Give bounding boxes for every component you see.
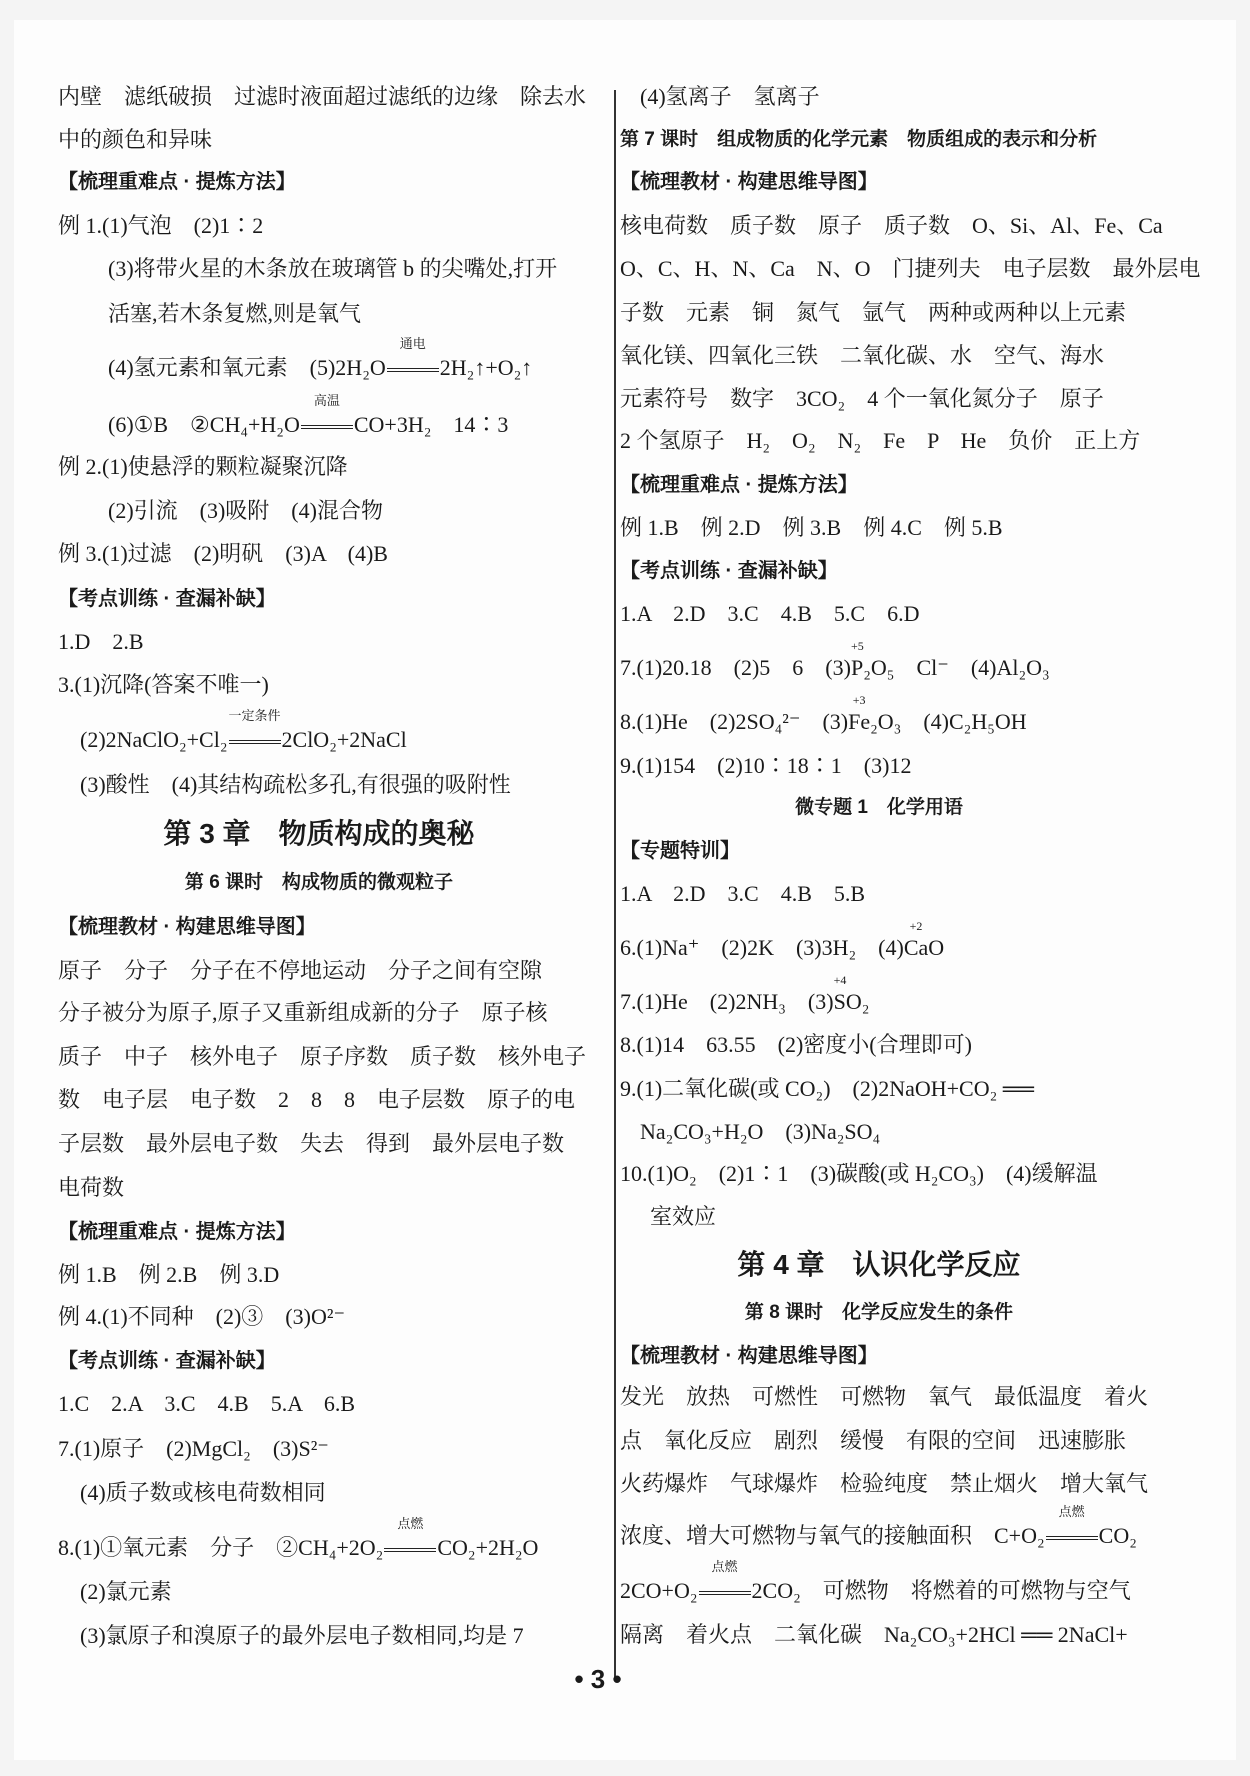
- answer-line: [58, 1303, 345, 1331]
- answer-line: [58, 1390, 355, 1418]
- answer-line: [58, 628, 144, 656]
- reaction-condition: 一定条件: [228, 708, 281, 723]
- reaction-equals-sign: [699, 1559, 751, 1605]
- text-run: 例 1.B 例 2.D 例 3.B 例 4.C 例 5.B: [620, 515, 1003, 540]
- text-run: 原子 分子 分子在不停地运动 分子之间有空隙: [58, 958, 543, 983]
- answer-line: [80, 708, 407, 754]
- answer-line: [58, 1043, 586, 1071]
- answer-line: [58, 540, 388, 568]
- answer-line: [58, 83, 586, 111]
- text-run: 2CO₂ 可燃物 将燃着的可燃物与空气: [751, 1578, 1131, 1603]
- answer-line: [58, 1086, 575, 1114]
- text-run: (4)氢元素和氧元素 (5)2H₂O: [108, 355, 386, 380]
- header-title: [58, 168, 296, 196]
- text-run: 第 6 课时 构成物质的微观粒子: [184, 872, 454, 893]
- answer-line: [58, 999, 548, 1027]
- reaction-condition: 通电: [399, 336, 426, 351]
- text-run: 内壁 滤纸破损 过滤时液面超过滤纸的边缘 除去水: [58, 84, 587, 109]
- text-run: 【梳理重难点 · 提炼方法】: [58, 171, 296, 193]
- element-symbol: S: [833, 989, 846, 1014]
- text-run: CO₂: [1098, 1523, 1137, 1548]
- text-run: 2ClO₂+2NaCl: [281, 727, 407, 752]
- text-run: 2H₂↑+O₂↑: [439, 355, 533, 380]
- text-run: 隔离 着火点 二氧化碳 Na₂CO₃+2HCl ══ 2NaCl+: [620, 1622, 1128, 1647]
- text-run: (2)氯元素: [80, 1579, 172, 1604]
- valence-label: +5: [850, 639, 864, 653]
- answer-line: [620, 1383, 1148, 1411]
- lesson-title: [185, 869, 453, 897]
- answer-line: [620, 1075, 1034, 1103]
- answer-line: [620, 299, 1126, 327]
- answer-line: [58, 126, 212, 154]
- answer-line: [620, 600, 919, 628]
- text-run: 子数 元素 铜 氮气 氩气 两种或两种以上元素: [620, 300, 1127, 325]
- text-run: 点 氧化反应 剧烈 缓慢 有限的空间 迅速膨胀: [620, 1428, 1127, 1453]
- text-run: ₂O₅ Cl⁻ (4)Al₂O₃: [863, 655, 1050, 680]
- text-run: (3)将带火星的木条放在玻璃管 b 的尖嘴处,打开: [108, 256, 558, 281]
- answer-line: [58, 671, 269, 699]
- answer-line: [58, 212, 263, 240]
- text-run: (4)质子数或核电荷数相同: [80, 1480, 326, 1505]
- header-title: [58, 585, 276, 613]
- valence-marked-element: [903, 919, 929, 962]
- text-run: 2CO+O₂: [620, 1578, 698, 1603]
- valence-marked-element: [833, 973, 847, 1016]
- text-run: 8.(1)①氧元素 分子 ②CH₄+2O₂: [58, 1535, 384, 1560]
- text-run: 例 2.(1)使悬浮的颗粒凝聚沉降: [58, 454, 348, 479]
- answer-line: [108, 336, 533, 382]
- text-run: O: [928, 935, 945, 960]
- text-run: (6)①B ②CH₄+H₂O: [108, 412, 300, 437]
- text-run: 【专题特训】: [620, 840, 740, 862]
- answer-line: [620, 752, 911, 780]
- reaction-equals-sign: [301, 393, 353, 439]
- reaction-condition: 高温: [313, 393, 340, 408]
- text-run: 微专题 1 化学用语: [795, 797, 963, 818]
- document-page: [14, 20, 1236, 1760]
- answer-line: [620, 693, 1027, 736]
- text-run: 火药爆炸 气球爆炸 检验纯度 禁止烟火 增大氧气: [620, 1471, 1149, 1496]
- text-run: 6.(1)Na⁺ (2)2K (3)3H₂ (4): [620, 935, 904, 960]
- text-run: 1.A 2.D 3.C 4.B 5.C 6.D: [620, 601, 920, 626]
- text-run: 室效应: [650, 1204, 717, 1229]
- answer-line: [58, 1174, 124, 1202]
- column-divider: [614, 90, 616, 1680]
- header-title: [620, 1342, 878, 1370]
- text-run: 1.D 2.B: [58, 629, 144, 654]
- answer-line: [640, 1118, 880, 1146]
- valence-label: +3: [852, 693, 866, 707]
- text-run: 发光 放热 可燃性 可燃物 氧气 最低温度 着火: [620, 1384, 1149, 1409]
- text-run: 10.(1)O₂ (2)1∶1 (3)碳酸(或 H₂CO₃) (4)缓解温: [620, 1161, 1098, 1186]
- answer-line: [620, 255, 1201, 283]
- answer-line: [620, 1470, 1148, 1498]
- answer-line: [650, 1203, 716, 1231]
- header-title: [620, 168, 878, 196]
- valence-marked-element: [848, 693, 871, 736]
- text-run: 8.(1)He (2)2SO₄²⁻ (3): [620, 709, 849, 734]
- header-title: [620, 471, 858, 499]
- text-run: 质子 中子 核外电子 原子序数 质子数 核外电子: [58, 1044, 587, 1069]
- page-number: • 3 •: [574, 1664, 622, 1694]
- text-run: CO₂+2H₂O: [437, 1535, 539, 1560]
- text-run: 【梳理教材 · 构建思维导图】: [620, 171, 878, 193]
- text-run: 7.(1)He (2)2NH₃ (3): [620, 989, 834, 1014]
- answer-line: [108, 497, 383, 525]
- text-run: 分子被分为原子,原子又重新组成新的分子 原子核: [58, 1000, 548, 1025]
- text-run: 例 1.B 例 2.B 例 3.D: [58, 1262, 280, 1287]
- header-title: [58, 1347, 276, 1375]
- reaction-equals-sign: [384, 1516, 436, 1562]
- text-run: 【考点训练 · 查漏补缺】: [620, 560, 838, 582]
- reaction-condition: 点燃: [1058, 1504, 1085, 1519]
- text-run: 元素符号 数字 3CO₂ 4 个一氧化氮分子 原子: [620, 386, 1104, 411]
- answer-line: [58, 957, 542, 985]
- answer-line: [80, 1622, 524, 1650]
- text-run: 子层数 最外层电子数 失去 得到 最外层电子数: [58, 1131, 565, 1156]
- valence-label: +2: [909, 919, 923, 933]
- text-run: (3)酸性 (4)其结构疏松多孔,有很强的吸附性: [80, 772, 511, 797]
- element-symbol: Fe: [848, 709, 871, 734]
- text-run: O₂: [845, 989, 870, 1014]
- lesson-title: [795, 794, 963, 822]
- answer-line: [620, 919, 945, 962]
- answer-line: [620, 639, 1050, 682]
- text-run: 7.(1)原子 (2)MgCl₂ (3)S²⁻: [58, 1436, 329, 1461]
- header-title: [58, 1218, 296, 1246]
- text-run: 第 7 课时 组成物质的化学元素 物质组成的表示和分析: [620, 129, 1098, 150]
- text-run: 第 4 章 认识化学反应: [737, 1249, 1021, 1280]
- double-line: [384, 1548, 436, 1552]
- valence-label: +4: [833, 973, 847, 987]
- text-run: 例 1.(1)气泡 (2)1∶2: [58, 213, 264, 238]
- text-run: 7.(1)20.18 (2)5 6 (3): [620, 655, 851, 680]
- lesson-title: [745, 1299, 1013, 1327]
- text-run: 【梳理重难点 · 提炼方法】: [620, 474, 858, 496]
- answer-line: [58, 453, 348, 481]
- text-run: 1.C 2.A 3.C 4.B 5.A 6.B: [58, 1391, 356, 1416]
- answer-line: [620, 342, 1104, 370]
- header-title: [58, 913, 316, 941]
- answer-line: [620, 1621, 1128, 1649]
- text-run: Na₂CO₃+H₂O (3)Na₂SO₄: [640, 1119, 881, 1144]
- valence-marked-element: [850, 639, 864, 682]
- text-run: 2 个氢原子 H₂ O₂ N₂ Fe P He 负价 正上方: [620, 428, 1141, 453]
- reaction-equals-sign: [1046, 1504, 1098, 1550]
- header-title: [620, 557, 838, 585]
- answer-line: [108, 255, 557, 283]
- answer-line: [620, 880, 865, 908]
- element-symbol: Ca: [903, 935, 929, 960]
- answer-line: [108, 300, 361, 328]
- answer-line: [620, 1031, 972, 1059]
- text-run: 8.(1)14 63.55 (2)密度小(合理即可): [620, 1032, 972, 1057]
- text-run: 【梳理教材 · 构建思维导图】: [58, 916, 316, 938]
- chapter-title: [163, 817, 474, 851]
- answer-line: [620, 385, 1104, 413]
- text-run: 9.(1)154 (2)10∶18∶1 (3)12: [620, 753, 912, 778]
- text-run: 氧化镁、四氧化三铁 二氧化碳、水 空气、海水: [620, 343, 1105, 368]
- answer-line: [620, 212, 1163, 240]
- text-run: (3)氯原子和溴原子的最外层电子数相同,均是 7: [80, 1623, 524, 1648]
- text-run: O、C、H、N、Ca N、O 门捷列夫 电子层数 最外层电: [620, 256, 1201, 281]
- text-run: 1.A 2.D 3.C 4.B 5.B: [620, 881, 866, 906]
- answer-line: [58, 1516, 539, 1562]
- answer-line: [80, 1479, 326, 1507]
- double-line: [699, 1591, 751, 1595]
- reaction-equals-sign: [387, 336, 439, 382]
- text-run: 9.(1)二氧化碳(或 CO₂) (2)2NaOH+CO₂ ══: [620, 1076, 1034, 1101]
- answer-line: [108, 393, 509, 439]
- answer-line: [620, 1559, 1131, 1605]
- text-run: 【梳理教材 · 构建思维导图】: [620, 1345, 878, 1367]
- text-run: 中的颜色和异味: [58, 127, 213, 152]
- reaction-condition: 点燃: [711, 1559, 738, 1574]
- element-symbol: P: [850, 655, 864, 680]
- text-run: 例 3.(1)过滤 (2)明矾 (3)A (4)B: [58, 541, 388, 566]
- answer-line: [80, 1578, 172, 1606]
- text-run: 核电荷数 质子数 原子 质子数 O、Si、Al、Fe、Ca: [620, 213, 1163, 238]
- text-run: 【考点训练 · 查漏补缺】: [58, 588, 276, 610]
- text-run: (2)2NaClO₂+Cl₂: [80, 727, 228, 752]
- answer-line: [58, 1435, 329, 1463]
- double-line: [387, 368, 439, 372]
- answer-line: [58, 1130, 564, 1158]
- header-title: [620, 837, 740, 865]
- double-line: [1046, 1536, 1098, 1540]
- lesson-title: [620, 126, 1097, 154]
- text-run: 第 8 课时 化学反应发生的条件: [744, 1302, 1014, 1323]
- reaction-equals-sign: [228, 708, 281, 754]
- text-run: ₂O₃ (4)C₂H₅OH: [870, 709, 1027, 734]
- chapter-title: [737, 1248, 1020, 1282]
- text-run: 【考点训练 · 查漏补缺】: [58, 1350, 276, 1372]
- text-run: 数 电子层 电子数 2 8 8 电子层数 原子的电: [58, 1087, 576, 1112]
- text-run: CO+3H₂ 14∶3: [353, 412, 509, 437]
- double-line: [229, 740, 281, 744]
- double-line: [301, 425, 353, 429]
- answer-line: [80, 771, 511, 799]
- answer-line: [58, 1261, 279, 1289]
- answer-line: [620, 1504, 1137, 1550]
- reaction-condition: 点燃: [397, 1516, 424, 1531]
- answer-line: [620, 514, 1003, 542]
- text-run: 例 4.(1)不同种 (2)③ (3)O²⁻: [58, 1304, 346, 1329]
- answer-line: [620, 427, 1140, 455]
- text-run: 3.(1)沉降(答案不唯一): [58, 672, 269, 697]
- text-run: 活塞,若木条复燃,则是氧气: [108, 301, 362, 326]
- answer-line: [640, 83, 820, 111]
- answer-line: [620, 1427, 1126, 1455]
- text-run: 第 3 章 物质构成的奥秘: [163, 818, 475, 849]
- text-run: (4)氢离子 氢离子: [640, 84, 820, 109]
- answer-line: [620, 1160, 1098, 1188]
- answer-line: [620, 973, 870, 1016]
- text-run: 【梳理重难点 · 提炼方法】: [58, 1221, 296, 1243]
- text-run: 电荷数: [58, 1175, 125, 1200]
- text-run: (2)引流 (3)吸附 (4)混合物: [108, 498, 383, 523]
- text-run: 浓度、增大可燃物与氧气的接触面积 C+O₂: [620, 1523, 1045, 1548]
